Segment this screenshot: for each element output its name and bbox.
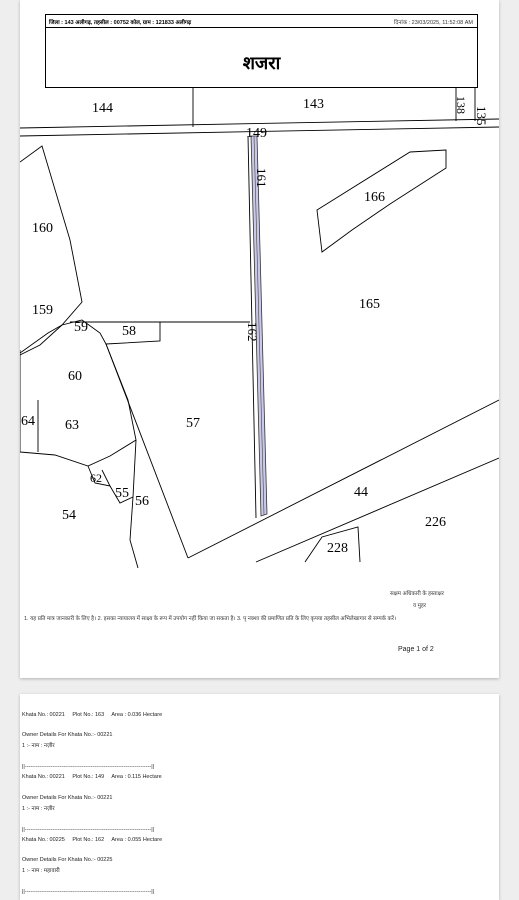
plot-161: 161 (254, 168, 269, 188)
record-1-area: Area : 0.036 Hectare (111, 712, 163, 718)
record-3-area: Area : 0.055 Hectare (111, 837, 163, 843)
plot-138: 138 (454, 96, 468, 114)
record-3-khata: Khata No.: 00225 (22, 837, 65, 843)
plot-58: 58 (122, 324, 136, 339)
record-1-plot-line (22, 712, 168, 718)
road-44-upper-edge (188, 400, 499, 558)
print-date: दिनांक : 23/03/2025, 11:52:08 AM (394, 20, 473, 26)
record-3-owner-label: Owner Details For Khata No.:- 00225 (22, 857, 113, 863)
map-page-1 (20, 0, 499, 678)
plot-64: 64 (21, 414, 35, 429)
plot-228: 228 (327, 541, 348, 556)
signature-label: सक्षम अधिकारी के हस्ताक्षर (390, 591, 444, 597)
plot-44: 44 (354, 485, 368, 500)
plot-226: 226 (425, 515, 446, 530)
record-2-owner: 1 :- नाम : नज़ीर (22, 806, 55, 812)
record-3-plot: Plot No.: 162 (72, 837, 105, 843)
plot-143: 143 (303, 97, 324, 112)
plot-162: 162 (245, 322, 260, 342)
plot-60: 60 (68, 369, 82, 384)
plot-62: 62 (90, 471, 102, 485)
plot-54: 54 (62, 508, 76, 523)
record-2-khata: Khata No.: 00221 (22, 774, 65, 780)
record-1-khata: Khata No.: 00221 (22, 712, 65, 718)
record-3-plot-line (22, 837, 168, 843)
record-1-plot: Plot No.: 163 (72, 712, 105, 718)
record-1-owner-label: Owner Details For Khata No.:- 00221 (22, 732, 113, 738)
record-2-area: Area : 0.115 Hectare (111, 774, 162, 780)
plot-135: 135 (474, 106, 489, 126)
plot-63: 63 (65, 418, 79, 433)
cadastral-map (20, 0, 499, 600)
plot-165: 165 (359, 297, 380, 312)
record-3-owner: 1 :- नाम : महावारी (22, 868, 60, 874)
road-44-lower-edge (256, 458, 499, 562)
disclaimer-note: 1. यह प्रति मात्र जानकारी के लिए है। 2. इसका न्यायालय में साक्ष्य के रूप में उपयोग नहीं किया जा सकता है। 3. पृ नक्शा की प्रमाणित प्रति के लिए कृपया तहसील अभिलेखागार से सम्पर्क करें। (24, 616, 397, 622)
plot-160-boundary (20, 146, 82, 355)
seal-label: व मुहर (413, 603, 427, 609)
plot-149: 149 (246, 126, 267, 141)
plot-56: 56 (135, 494, 149, 509)
plot-59-boundary (20, 320, 160, 353)
record-2-plot-line (22, 774, 168, 780)
plot-144: 144 (92, 101, 113, 116)
record-2-owner-label: Owner Details For Khata No.:- 00221 (22, 795, 113, 801)
plot-55: 55 (115, 486, 129, 501)
record-2-separator: ||---------------------------------------------------------------------|| (22, 827, 155, 833)
location-info: जिला : 143 अलीगढ़, तहसील : 00752 कोल, ग्राम : 121833 अलीगढ़ (49, 20, 192, 26)
plot-160: 160 (32, 221, 53, 236)
page-number: Page 1 of 2 (398, 646, 434, 653)
plot-166: 166 (364, 190, 385, 205)
plot-159: 159 (32, 303, 53, 318)
record-2-plot: Plot No.: 149 (72, 774, 105, 780)
record-3-separator: ||---------------------------------------------------------------------|| (22, 889, 155, 895)
records-page-2 (20, 694, 499, 900)
plot-57: 57 (186, 416, 200, 431)
record-1-separator: ||---------------------------------------------------------------------|| (22, 764, 155, 770)
plot-63-boundary (20, 344, 136, 466)
record-1-owner: 1 :- नाम : नज़ीर (22, 743, 55, 749)
map-title: शजरा (242, 53, 281, 73)
plot-59: 59 (74, 320, 88, 335)
